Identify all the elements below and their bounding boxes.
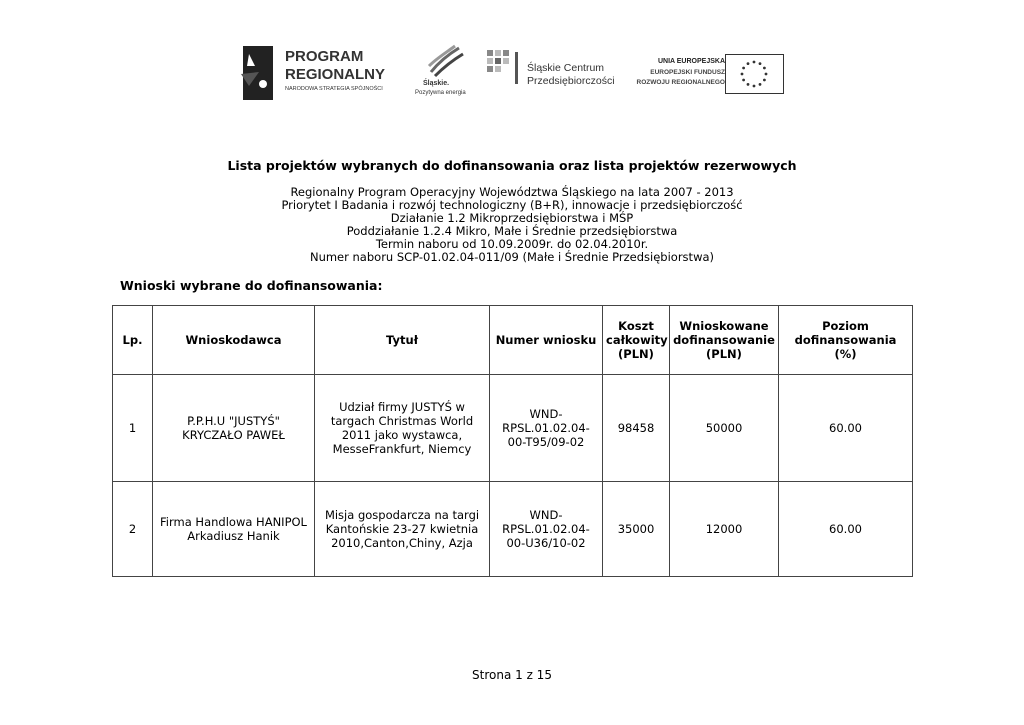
logo-bar xyxy=(230,40,790,106)
info-line: Regionalny Program Operacyjny Województwa Śląskiego na lata 2007 - 2013 xyxy=(290,185,734,199)
unia-europejska-logo: UNIA EUROPEJSKA EUROPEJSKI FUNDUSZ ROZWOJU REGIONALNEGO xyxy=(620,40,790,106)
cell-applicant: Firma Handlowa HANIPOL Arkadiusz Hanik xyxy=(153,482,315,577)
cell-requested-funding: 50000 xyxy=(670,375,779,482)
cell-total-cost: 98458 xyxy=(603,375,670,482)
column-header-total-cost: Koszt całkowity (PLN) xyxy=(603,306,670,375)
info-line: Działanie 1.2 Mikroprzedsiębiorstwa i MŚP xyxy=(390,211,634,225)
column-header-title: Tytuł xyxy=(315,306,490,375)
info-line: Termin naboru od 10.09.2009r. do 02.04.2010r. xyxy=(375,237,649,251)
column-header-funding-level: Poziom dofinansowania (%) xyxy=(779,306,913,375)
document-title: Lista projektów wybranych do dofinansowania oraz lista projektów rezerwowych xyxy=(227,158,797,173)
cell-requested-funding: 12000 xyxy=(670,482,779,577)
info-line: Numer naboru SCP-01.02.04-011/09 (Małe i Średnie Przedsiębiorstwa) xyxy=(309,250,715,264)
cell-funding-level: 60.00 xyxy=(779,375,913,482)
cell-application-number: WND-RPSL.01.02.04-00-U36/10-02 xyxy=(490,482,603,577)
column-header-requested-funding: Wnioskowane dofinansowanie (PLN) xyxy=(670,306,779,375)
slaskie-emblem xyxy=(425,44,465,78)
cell-funding-level: 60.00 xyxy=(779,482,913,577)
column-header-applicant: Wnioskodawca xyxy=(153,306,315,375)
cell-title: Misja gospodarcza na targi Kantońskie 23-27 kwietnia 2010,Canton,Chiny, Azja xyxy=(315,482,490,577)
column-header-application-number: Numer wniosku xyxy=(490,306,603,375)
centrum-emblem xyxy=(485,48,523,88)
cell-applicant: P.P.H.U "JUSTYŚ" KRYCZAŁO PAWEŁ xyxy=(153,375,315,482)
slaskie-centrum-logo: Śląskie Centrum Przedsiębiorczości xyxy=(485,40,630,106)
table-header-row xyxy=(113,306,913,375)
table-row xyxy=(113,375,913,482)
section-heading: Wnioski wybrane do dofinansowania: xyxy=(120,278,383,293)
cell-total-cost: 35000 xyxy=(603,482,670,577)
info-line: Priorytet I Badania i rozwój technologiczny (B+R), innowacje i przedsiębiorczość xyxy=(281,198,743,212)
page-number: Strona 1 z 15 xyxy=(472,668,552,682)
projects-table xyxy=(112,305,913,577)
call-info xyxy=(0,186,1024,264)
program-regionalny-logo: PROGRAM REGIONALNY NARODOWA STRATEGIA SPÓJNOŚCI xyxy=(235,40,405,106)
cell-title: Udział firmy JUSTYŚ w targach Christmas World 2011 jako wystawca, MesseFrankfurt, Niemcy xyxy=(315,375,490,482)
cell-application-number: WND-RPSL.01.02.04-00-T95/09-02 xyxy=(490,375,603,482)
cell-lp: 2 xyxy=(113,482,153,577)
program-regionalny-emblem xyxy=(235,44,275,104)
slaskie-logo: Śląskie. Pozytywna energia xyxy=(415,40,475,106)
table-row xyxy=(113,482,913,577)
column-header-lp: Lp. xyxy=(113,306,153,375)
eu-flag-icon xyxy=(725,54,785,94)
cell-lp: 1 xyxy=(113,375,153,482)
info-line: Poddziałanie 1.2.4 Mikro, Małe i Średnie przedsiębiorstwa xyxy=(346,224,678,238)
